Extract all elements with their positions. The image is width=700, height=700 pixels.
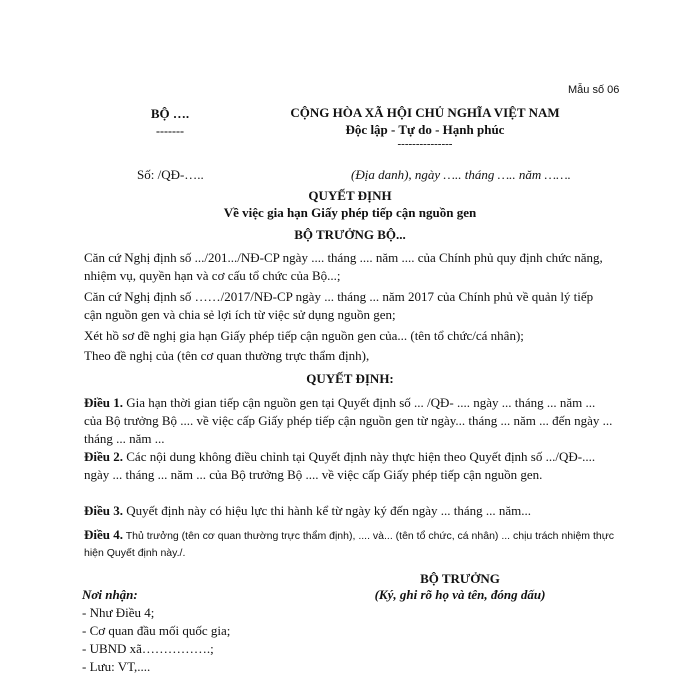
preamble-decree-1: Căn cứ Nghị định số .../201.../NĐ-CP ngày .... tháng .... năm .... của Chính phủ quy định chức năng, nhiệm vụ, quyền hạn và cơ cấu tổ chức của Bộ...; — [84, 250, 603, 283]
ministry-name: BỘ …. — [150, 106, 190, 121]
preamble-proposal: Theo đề nghị của (tên cơ quan thường trực thẩm định), — [84, 348, 370, 363]
article-3-label: Điều 3. — [84, 503, 123, 518]
recipient-item: - Như Điều 4; — [82, 605, 155, 620]
article-4-text: Thủ trưởng (tên cơ quan thường trực thẩm định), .... và... (tên tổ chức, cá nhân) ... chịu trách nhiệm thực hiện Quyết định này./. — [84, 530, 614, 559]
form-number: Mẫu số 06 — [568, 84, 620, 96]
issuing-authority: BỘ TRƯỞNG BỘ... — [294, 227, 406, 242]
recipient-item: - Cơ quan đầu mối quốc gia; — [82, 623, 231, 638]
recipients-heading: Nơi nhận: — [82, 587, 138, 602]
document-subject: Về việc gia hạn Giấy phép tiếp cận nguồn gen — [223, 205, 477, 220]
place-date: (Địa danh), ngày ….. tháng ….. năm ……. — [351, 167, 571, 182]
ministry-rule: ------- — [156, 124, 184, 138]
recipient-item: - Lưu: VT,.... — [82, 659, 151, 674]
article-1-text: Gia hạn thời gian tiếp cận nguồn gen tại Quyết định số ... /QĐ- .... ngày ... tháng ... năm ... của Bộ trưởng Bộ .... về việc cấp Giấy phép tiếp cận nguồn gen từ ngày... tháng ... năm ... đến ngày ... tháng ... năm ... — [84, 395, 613, 446]
preamble-dossier: Xét hồ sơ đề nghị gia hạn Giấy phép tiếp cận nguồn gen của... (tên tổ chức/cá nhân); — [84, 328, 524, 343]
article-3 — [84, 502, 614, 520]
decides-heading: QUYẾT ĐỊNH: — [306, 371, 394, 386]
article-4 — [84, 526, 614, 562]
motto-rule: --------------- — [397, 138, 453, 150]
article-4-label: Điều 4. — [84, 527, 123, 542]
recipient-item: - UBND xã…………….; — [82, 641, 214, 656]
document-title: QUYẾT ĐỊNH — [308, 188, 392, 203]
article-2 — [84, 448, 614, 484]
signature-title: BỘ TRƯỞNG — [420, 571, 500, 586]
country-name: CỘNG HÒA XÃ HỘI CHỦ NGHĨA VIỆT NAM — [290, 105, 560, 120]
national-motto: Độc lập - Tự do - Hạnh phúc — [345, 122, 505, 137]
article-2-text: Các nội dung không điều chỉnh tại Quyết định này thực hiện theo Quyết định số .../QĐ-.... ngày ... tháng ... năm ... của Bộ trưởng Bộ .... về việc cấp Giấy phép tiếp cận nguồn gen. — [84, 449, 596, 482]
signature-note: (Ký, ghi rõ họ và tên, đóng dấu) — [374, 587, 546, 602]
decision-number: Số: /QĐ-….. — [137, 167, 204, 182]
article-1 — [84, 394, 614, 448]
recipients-list — [82, 586, 230, 676]
article-1-label: Điều 1. — [84, 395, 123, 410]
article-2-label: Điều 2. — [84, 449, 123, 464]
article-3-text: Quyết định này có hiệu lực thi hành kể từ ngày ký đến ngày ... tháng ... năm... — [123, 503, 531, 518]
preamble-decree-2: Căn cứ Nghị định số ……/2017/NĐ-CP ngày ... tháng ... năm 2017 của Chính phủ về quản lý tiếp cận nguồn gen và chia sẻ lợi ích từ việc sử dụng nguồn gen; — [84, 289, 594, 322]
